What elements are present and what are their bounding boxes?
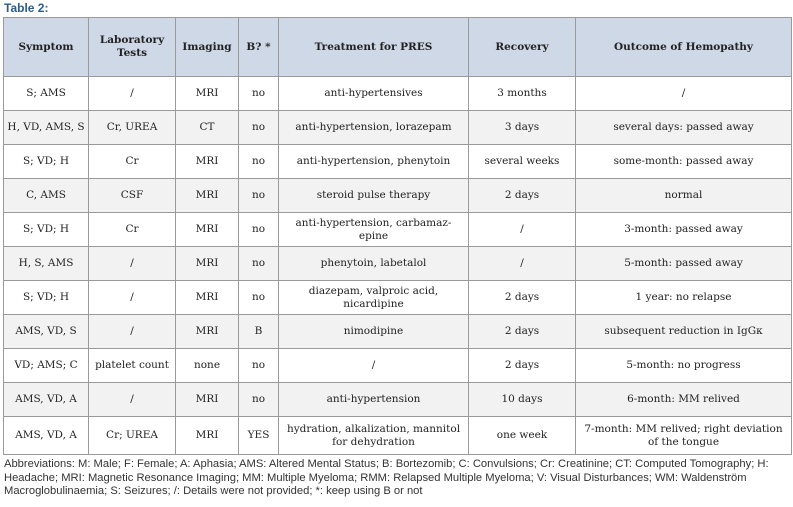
cell-bortezomib: no (239, 281, 279, 315)
table-row (4, 111, 792, 145)
cell-lab-tests: / (89, 315, 176, 349)
cell-treatment: hydration, alkalization, mannitol for dehydration (279, 417, 469, 455)
cell-recovery: 3 days (469, 111, 576, 145)
cell-outcome: subsequent reduction in IgGκ (576, 315, 792, 349)
table-row (4, 77, 792, 111)
cell-outcome: / (576, 77, 792, 111)
cell-recovery: 2 days (469, 281, 576, 315)
table-row (4, 383, 792, 417)
cell-recovery: 3 months (469, 77, 576, 111)
cell-lab-tests: / (89, 77, 176, 111)
cell-symptom: S; AMS (4, 77, 89, 111)
cell-lab-tests: platelet count (89, 349, 176, 383)
cell-bortezomib: no (239, 111, 279, 145)
cell-recovery: 2 days (469, 179, 576, 213)
results-table (3, 17, 792, 455)
header-row (4, 18, 792, 77)
cell-outcome: 7-month: MM relived; right deviation of the tongue (576, 417, 792, 455)
cell-recovery: / (469, 247, 576, 281)
cell-lab-tests: / (89, 247, 176, 281)
header-symptom: Symptom (4, 18, 89, 77)
cell-bortezomib: no (239, 247, 279, 281)
cell-symptom: H, S, AMS (4, 247, 89, 281)
cell-outcome: 1 year: no relapse (576, 281, 792, 315)
cell-lab-tests: Cr, UREA (89, 111, 176, 145)
cell-imaging: MRI (176, 179, 239, 213)
cell-recovery: several weeks (469, 145, 576, 179)
cell-outcome: 3-month: passed away (576, 213, 792, 247)
header-imaging: Imaging (176, 18, 239, 77)
cell-treatment: steroid pulse therapy (279, 179, 469, 213)
cell-lab-tests: Cr (89, 145, 176, 179)
header-treatment: Treatment for PRES (279, 18, 469, 77)
abbreviations-footnote: Abbreviations: M: Male; F: Female; A: Aphasia; AMS: Altered Mental Status; B: Bortezomib; C: Convulsions; Cr: Creatinine; CT: Computed Tomography; H: Headache; MRI: Magnetic Resonance Imaging; MM: Multiple Myeloma; RMM: Relapsed Multiple Myeloma; V: Visual Disturbances; WM: Waldenström Macroglobulinaemia; S: Seizures; /: Details were not provided; *: keep using B or not (4, 458, 769, 498)
cell-lab-tests: / (89, 281, 176, 315)
cell-bortezomib: B (239, 315, 279, 349)
header-outcome: Outcome of Hemopathy (576, 18, 792, 77)
cell-symptom: AMS, VD, S (4, 315, 89, 349)
cell-bortezomib: YES (239, 417, 279, 455)
cell-lab-tests: / (89, 383, 176, 417)
table-row (4, 315, 792, 349)
table-row (4, 145, 792, 179)
table-row (4, 179, 792, 213)
cell-imaging: MRI (176, 417, 239, 455)
table-caption: Table 2: (4, 1, 49, 15)
cell-outcome: some-month: passed away (576, 145, 792, 179)
cell-symptom: H, VD, AMS, S (4, 111, 89, 145)
cell-symptom: C, AMS (4, 179, 89, 213)
header-recovery: Recovery (469, 18, 576, 77)
cell-imaging: MRI (176, 281, 239, 315)
cell-treatment: anti-hypertension, lorazepam (279, 111, 469, 145)
cell-imaging: MRI (176, 213, 239, 247)
cell-imaging: MRI (176, 77, 239, 111)
cell-bortezomib: no (239, 77, 279, 111)
header-bortezomib: B? * (239, 18, 279, 77)
cell-treatment: phenytoin, labetalol (279, 247, 469, 281)
table-row (4, 349, 792, 383)
cell-imaging: MRI (176, 145, 239, 179)
cell-recovery: one week (469, 417, 576, 455)
cell-imaging: MRI (176, 383, 239, 417)
cell-recovery: 2 days (469, 349, 576, 383)
cell-treatment: / (279, 349, 469, 383)
cell-recovery: 10 days (469, 383, 576, 417)
cell-recovery: 2 days (469, 315, 576, 349)
cell-imaging: none (176, 349, 239, 383)
cell-outcome: 6-month: MM relived (576, 383, 792, 417)
cell-symptom: S; VD; H (4, 145, 89, 179)
table-row (4, 417, 792, 455)
cell-imaging: MRI (176, 315, 239, 349)
cell-outcome: 5-month: passed away (576, 247, 792, 281)
cell-treatment: diazepam, valproic acid, nicardipine (279, 281, 469, 315)
cell-symptom: S; VD; H (4, 281, 89, 315)
cell-treatment: anti-hypertension, carbamaz-epine (279, 213, 469, 247)
cell-outcome: normal (576, 179, 792, 213)
cell-recovery: / (469, 213, 576, 247)
header-laboratory-tests: Laboratory Tests (89, 18, 176, 77)
cell-outcome: several days: passed away (576, 111, 792, 145)
cell-lab-tests: Cr; UREA (89, 417, 176, 455)
cell-treatment: anti-hypertensives (279, 77, 469, 111)
cell-symptom: S; VD; H (4, 213, 89, 247)
cell-imaging: CT (176, 111, 239, 145)
cell-lab-tests: Cr (89, 213, 176, 247)
cell-symptom: AMS, VD, A (4, 383, 89, 417)
cell-outcome: 5-month: no progress (576, 349, 792, 383)
cell-symptom: VD; AMS; C (4, 349, 89, 383)
cell-treatment: anti-hypertension, phenytoin (279, 145, 469, 179)
cell-bortezomib: no (239, 179, 279, 213)
cell-symptom: AMS, VD, A (4, 417, 89, 455)
cell-imaging: MRI (176, 247, 239, 281)
cell-treatment: nimodipine (279, 315, 469, 349)
cell-bortezomib: no (239, 383, 279, 417)
table-row (4, 213, 792, 247)
table-row (4, 281, 792, 315)
cell-treatment: anti-hypertension (279, 383, 469, 417)
cell-bortezomib: no (239, 145, 279, 179)
cell-bortezomib: no (239, 213, 279, 247)
cell-lab-tests: CSF (89, 179, 176, 213)
table-row (4, 247, 792, 281)
cell-bortezomib: no (239, 349, 279, 383)
